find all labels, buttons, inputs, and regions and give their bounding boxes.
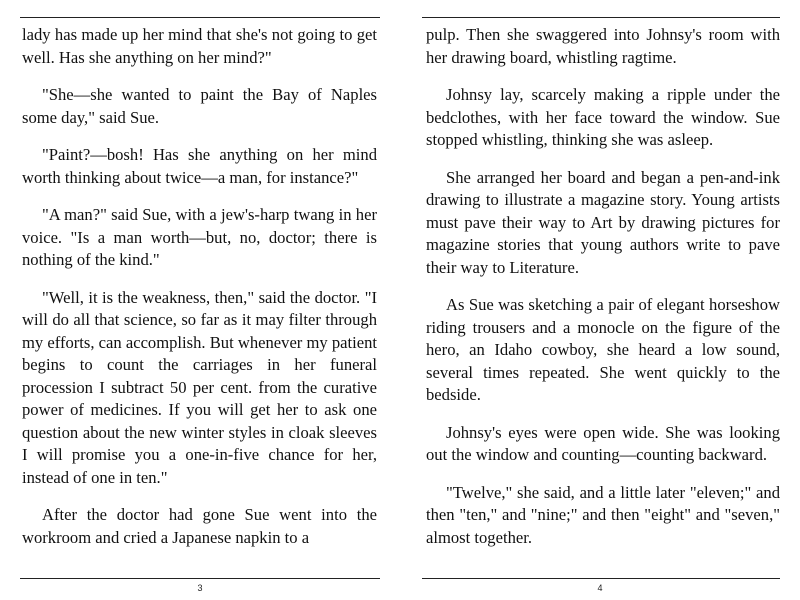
paragraph: pulp. Then she swaggered into Johnsy's room with her drawing board, whistling ragtime.: [426, 25, 780, 67]
paragraph: Johnsy lay, scarcely making a ripple under the bedclothes, with her face toward the window. Sue stopped whistling, thinking she was asleep.: [426, 85, 780, 149]
page-number: 3: [197, 583, 203, 593]
paragraph: She arranged her board and began a pen-and-ink drawing to illustrate a magazine story. Young artists must pave their way to Art by drawing pictures for magazine stories that young authors write to pave their way to Literature.: [426, 167, 780, 277]
left-page-top-rule: [20, 17, 380, 18]
right-page-top-rule: [422, 17, 780, 18]
paragraph: lady has made up her mind that she's not going to get well. Has she anything on her mind?": [22, 25, 377, 67]
left-page-text: [22, 24, 377, 564]
paragraph: "Paint?—bosh! Has she anything on her mind worth thinking about twice—a man, for instance?": [22, 145, 377, 187]
left-page-bottom-rule: [20, 578, 380, 579]
paragraph: "She—she wanted to paint the Bay of Naples some day," said Sue.: [22, 85, 377, 127]
paragraph: "Twelve," she said, and a little later "eleven;" and then "ten," and "nine;" and then "eight" and "seven," almost together.: [426, 482, 780, 547]
right-page: [400, 0, 800, 600]
paragraph: "Well, it is the weakness, then," said the doctor. "I will do all that science, so far as it may filter through my efforts, can accomplish. But whenever my patient begins to count the carriages in her funeral procession I subtract 50 per cent. from the curative power of medicines. If you will get her to ask one question about the new winter styles in cloak sleeves I will promise you a one-in-five chance for her, instead of one in ten.": [22, 287, 377, 487]
page-number: 4: [597, 583, 603, 593]
paragraph: As Sue was sketching a pair of elegant horseshow riding trousers and a monocle on the figure of the hero, an Idaho cowboy, she heard a low sound, several times repeated. She went quickly to the bedside.: [426, 295, 780, 404]
paragraph: Johnsy's eyes were open wide. She was looking out the window and counting—counting backward.: [426, 422, 780, 464]
right-page-text: [426, 24, 780, 564]
paragraph: After the doctor had gone Sue went into the workroom and cried a Japanese napkin to a: [22, 505, 377, 547]
paragraph: "A man?" said Sue, with a jew's-harp twang in her voice. "Is a man worth—but, no, doctor; there is nothing of the kind.": [22, 205, 377, 269]
right-page-bottom-rule: [422, 578, 780, 579]
